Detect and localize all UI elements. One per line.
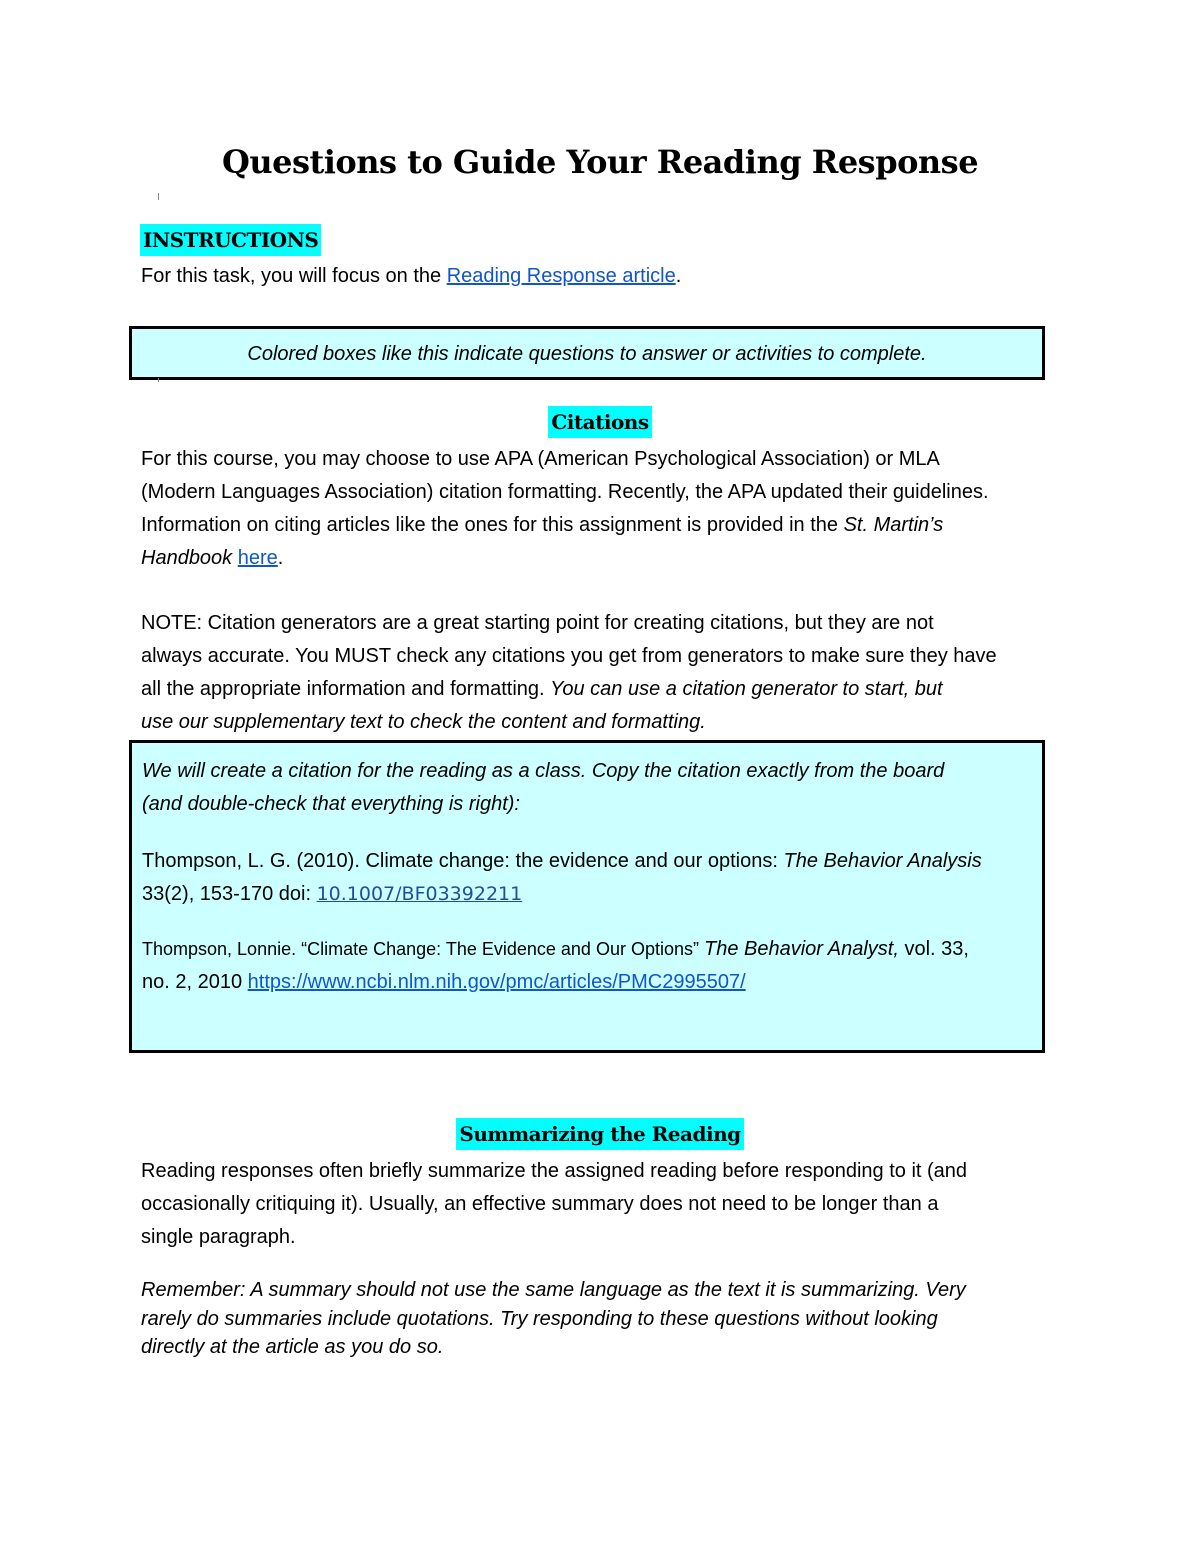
summary-paragraph [141,1155,1101,1254]
mla-citation-line: Thompson, Lonnie. “Climate Change: The Evidence and Our Options” The Behavior Analyst, vol. 33, [142,938,969,960]
note-line: use our supplementary text to check the content and formatting. [141,711,706,733]
citations-heading: Citations [548,406,651,438]
remember-line: Remember: A summary should not use the same language as the text it is summarizing. Very [141,1279,966,1301]
margin-mark [158,378,159,382]
remember-line: rarely do summaries include quotations. Try responding to these questions without looking [141,1307,938,1330]
remember-line: directly at the article as you do so. [141,1336,444,1358]
note-line: NOTE: Citation generators are a great starting point for creating citations, but they are not [141,612,934,634]
mla-citation-line: no. 2, 2010 https://www.ncbi.nlm.nih.gov/pmc/articles/PMC2995507/ [142,971,746,993]
citations-section [0,410,1200,434]
citation-note-paragraph [141,607,1101,739]
citations-line: (Modern Languages Association) citation formatting. Recently, the APA updated their guidelines. [141,481,989,503]
citations-line: Information on citing articles like the ones for this assignment is provided in the St. Martin’s [141,514,944,536]
citations-line: Handbook here. [141,547,284,569]
page-title: Questions to Guide Your Reading Response [221,143,979,181]
citations-paragraph [141,443,1101,575]
handbook-here-link[interactable]: here [237,547,278,569]
margin-mark [158,193,159,200]
box-intro-line: (and double-check that everything is right): [142,793,520,815]
summary-heading: Summarizing the Reading [456,1118,743,1150]
instructions-section [140,228,321,252]
colored-note-box [129,326,1045,380]
instructions-text: For this task, you will focus on the [141,265,447,287]
instructions-period: . [675,265,682,287]
colored-note-text: Colored boxes like this indicate questions to answer or activities to complete. [247,343,927,365]
instructions-heading: INSTRUCTIONS [140,224,321,256]
summary-section [0,1122,1200,1146]
apa-citation-line: 33(2), 153-170 doi: 10.1007/BF03392211 [142,883,523,905]
apa-citation-line: Thompson, L. G. (2010). Climate change: the evidence and our options: The Behavior Analysis [142,850,982,872]
ncbi-url-link[interactable]: https://www.ncbi.nlm.nih.gov/pmc/articles/PMC2995507/ [247,971,746,993]
reading-response-article-link[interactable]: Reading Response article [446,265,676,287]
box-intro-line: We will create a citation for the reading as a class. Copy the citation exactly from the board [142,760,945,782]
summary-line: single paragraph. [141,1226,296,1248]
remember-paragraph [141,1276,1101,1362]
note-line: all the appropriate information and formatting. You can use a citation generator to start, but [141,678,943,700]
citation-activity-box [129,740,1045,1053]
instructions-paragraph [141,260,681,293]
summary-line: Reading responses often briefly summarize the assigned reading before responding to it (and [141,1160,968,1182]
citations-line: For this course, you may choose to use APA (American Psychological Association) or MLA [141,448,940,470]
summary-line: occasionally critiquing it). Usually, an effective summary does not need to be longer than a [141,1193,939,1215]
doi-link[interactable]: 10.1007/BF03392211 [316,883,523,905]
note-line: always accurate. You MUST check any citations you get from generators to make sure they have [141,645,997,667]
